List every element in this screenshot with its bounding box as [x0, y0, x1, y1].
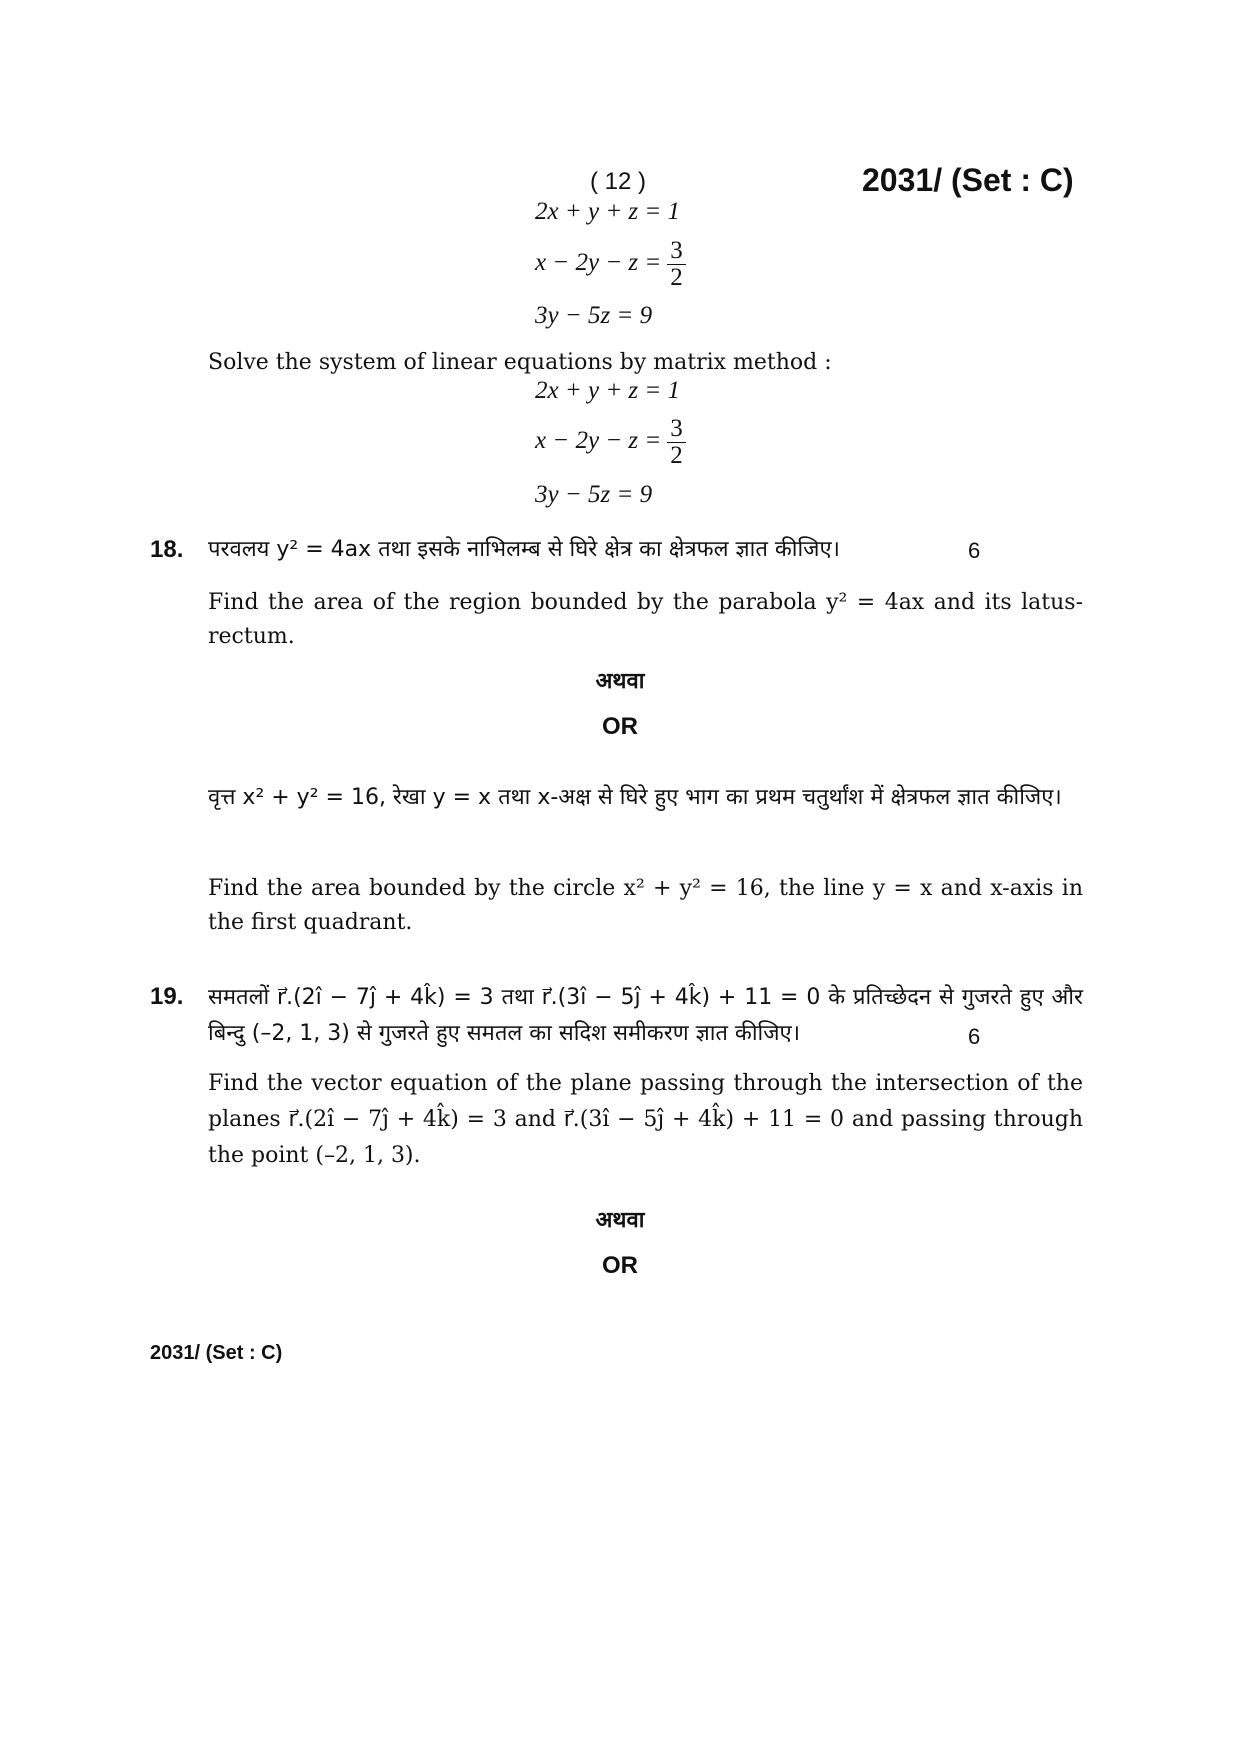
fraction-en-numerator: 3: [667, 416, 686, 443]
q19-number: 19.: [150, 983, 184, 1010]
q18-alt-english: Find the area bounded by the circle x² + y² = 16, the line y = x and x-axis in the first quadrant.: [208, 876, 1083, 935]
equation-3-en: 3y − 5z = 9: [535, 481, 653, 508]
q19-english: Find the vector equation of the plane passing through the intersection of the planes r⃗.(2î − 7ĵ + 4k̂) = 3 and r⃗.(3î − 5ĵ + 4k̂) + 11 = 0 and passing through the point (–2, 1, 3).: [208, 1071, 1083, 1168]
equation-3: 3y − 5z = 9: [535, 302, 653, 329]
q18-number: 18.: [150, 536, 184, 563]
equation-1-en: 2x + y + z = 1: [535, 377, 681, 404]
q18-alt-hindi: वृत्त x² + y² = 16, रेखा y = x तथा x-अक्ष से घिरे हुए भाग का प्रथम चतुर्थांश में क्षेत्रफल ज्ञात कीजिए।: [208, 785, 1062, 810]
q19-marks: 6: [968, 1024, 981, 1049]
fraction-en-denominator: 2: [670, 442, 683, 469]
set-code-footer: 2031/ (Set : C): [150, 1342, 283, 1364]
equation-2-lhs: x − 2y − z =: [535, 249, 662, 277]
q18-hindi: परवलय y² = 4ax तथा इसके नाभिलम्ब से घिरे क्षेत्र का क्षेत्रफल ज्ञात कीजिए।: [208, 537, 840, 562]
fraction-numerator: 3: [667, 238, 686, 265]
q18-or-hindi: अथवा: [595, 669, 645, 694]
equation-1: 2x + y + z = 1: [535, 198, 681, 225]
q17-english-text: Solve the system of linear equations by matrix method :: [208, 350, 832, 375]
equation-2-en: [535, 416, 686, 469]
q19-or-hindi: अथवा: [595, 1208, 645, 1233]
q18-or-english: OR: [602, 713, 638, 740]
q18-english: Find the area of the region bounded by the parabola y² = 4ax and its latus-rectum.: [208, 590, 1083, 649]
fraction-denominator: 2: [670, 264, 683, 291]
q18-marks: 6: [968, 538, 981, 563]
q19-or-english: OR: [602, 1252, 638, 1279]
equation-2: [535, 238, 686, 291]
page-number: ( 12 ): [590, 168, 647, 195]
fraction: [667, 238, 686, 291]
set-code-header: 2031/ (Set : C): [862, 162, 1074, 198]
equation-2-en-lhs: x − 2y − z =: [535, 427, 662, 455]
q19-hindi: समतलों r⃗.(2î − 7ĵ + 4k̂) = 3 तथा r⃗.(3î − 5ĵ + 4k̂) + 11 = 0 के प्रतिच्छेदन से गुजरते हुए और बिन्दु (–2, 1, 3) से गुजरते हुए समतल का सदिश समीकरण ज्ञात कीजिए।: [208, 985, 1083, 1046]
fraction-en: [667, 416, 686, 469]
